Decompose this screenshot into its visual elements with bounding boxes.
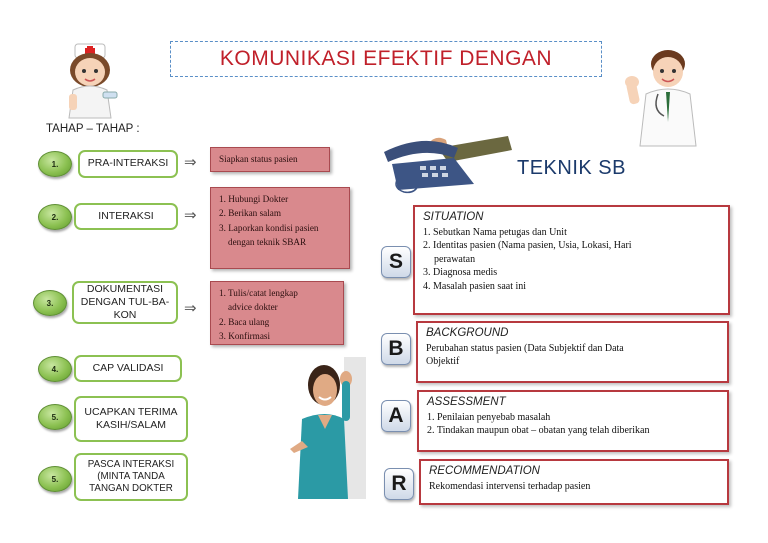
step-number: 1. <box>38 151 72 177</box>
detail-line: 1. Tulis/catat lengkap <box>219 288 298 298</box>
step-interaksi: INTERAKSI <box>74 203 178 230</box>
step-number: 3. <box>33 290 67 316</box>
detail-line: 1. Hubungi Dokter <box>219 194 289 204</box>
step-ucapkan: UCAPKAN TERIMA KASIH/SALAM <box>74 396 188 442</box>
sbar-background-box <box>416 321 729 383</box>
detail-line: advice dokter <box>228 302 278 313</box>
step-number: 4. <box>38 356 72 382</box>
arrow-right-icon: ⇒ <box>184 207 197 224</box>
sbar-letter-b: B <box>381 333 411 365</box>
detail-dokumentasi <box>210 281 344 345</box>
page-title: KOMUNIKASI EFEKTIF DENGAN <box>219 47 553 70</box>
title-box <box>170 41 602 77</box>
step-cap-validasi: CAP VALIDASI <box>74 355 182 382</box>
detail-line: 3. Laporkan kondisi pasien <box>219 222 319 233</box>
sbar-letter-s: S <box>381 246 411 278</box>
sbar-line: 1. Penilaian penyebab masalah <box>427 411 551 423</box>
sbar-assessment-box <box>417 390 729 452</box>
detail-line: 3. Konfirmasi <box>219 330 271 341</box>
sbar-situation-box <box>413 205 730 315</box>
step-dokumentasi: DOKUMENTASI DENGAN TUL-BA-KON <box>72 281 178 324</box>
sbar-heading: RECOMMENDATION <box>429 465 540 477</box>
teknik-label: TEKNIK SB <box>517 157 626 179</box>
sbar-line: 2. Tindakan maupun obat – obatan yang telah diberikan <box>427 425 650 437</box>
detail-line: 2. Baca ulang <box>219 316 270 327</box>
sbar-line: 4. Masalah pasien saat ini <box>423 280 527 292</box>
arrow-right-icon: ⇒ <box>184 300 197 317</box>
sbar-line: 2. Identitas pasien (Nama pasien, Usia, Lokasi, Hari <box>423 240 632 252</box>
detail-line: dengan teknik SBAR <box>228 236 307 247</box>
sbar-line: 1. Sebutkan Nama petugas dan Unit <box>423 226 567 238</box>
sbar-letter-r: R <box>384 468 414 500</box>
detail-line: Siapkan status pasien <box>219 154 298 164</box>
detail-line: 2. Berikan salam <box>219 208 281 219</box>
detail-interaksi <box>210 187 350 269</box>
sbar-line: 3. Diagnosa medis <box>423 267 498 279</box>
sbar-letter-a: A <box>381 400 411 432</box>
sbar-line: Rekomendasi intervensi terhadap pasien <box>429 480 591 492</box>
tahap-label: TAHAP – TAHAP : <box>46 123 140 135</box>
detail-pra-interaksi <box>210 147 330 172</box>
doctor-illustration <box>622 42 706 150</box>
step-pra-interaksi: PRA-INTERAKSI <box>78 150 178 178</box>
step-number: 5. <box>38 466 72 492</box>
pointing-nurse-illustration <box>288 357 368 499</box>
sbar-heading: ASSESSMENT <box>427 396 506 408</box>
sbar-recommendation-box <box>419 459 729 505</box>
sbar-line: Objektif <box>426 356 460 368</box>
step-number: 5. <box>38 404 72 430</box>
sbar-line: Perubahan status pasien (Data Subjektif dan Data <box>426 342 624 354</box>
telephone-illustration <box>378 118 512 194</box>
arrow-right-icon: ⇒ <box>184 154 197 171</box>
nurse-illustration <box>55 40 127 122</box>
sbar-line: perawatan <box>434 253 476 265</box>
sbar-heading: BACKGROUND <box>426 327 509 339</box>
step-pasca-interaksi: PASCA INTERAKSI (MINTA TANDA TANGAN DOKTER <box>74 453 188 501</box>
step-number: 2. <box>38 204 72 230</box>
sbar-heading: SITUATION <box>423 211 484 223</box>
